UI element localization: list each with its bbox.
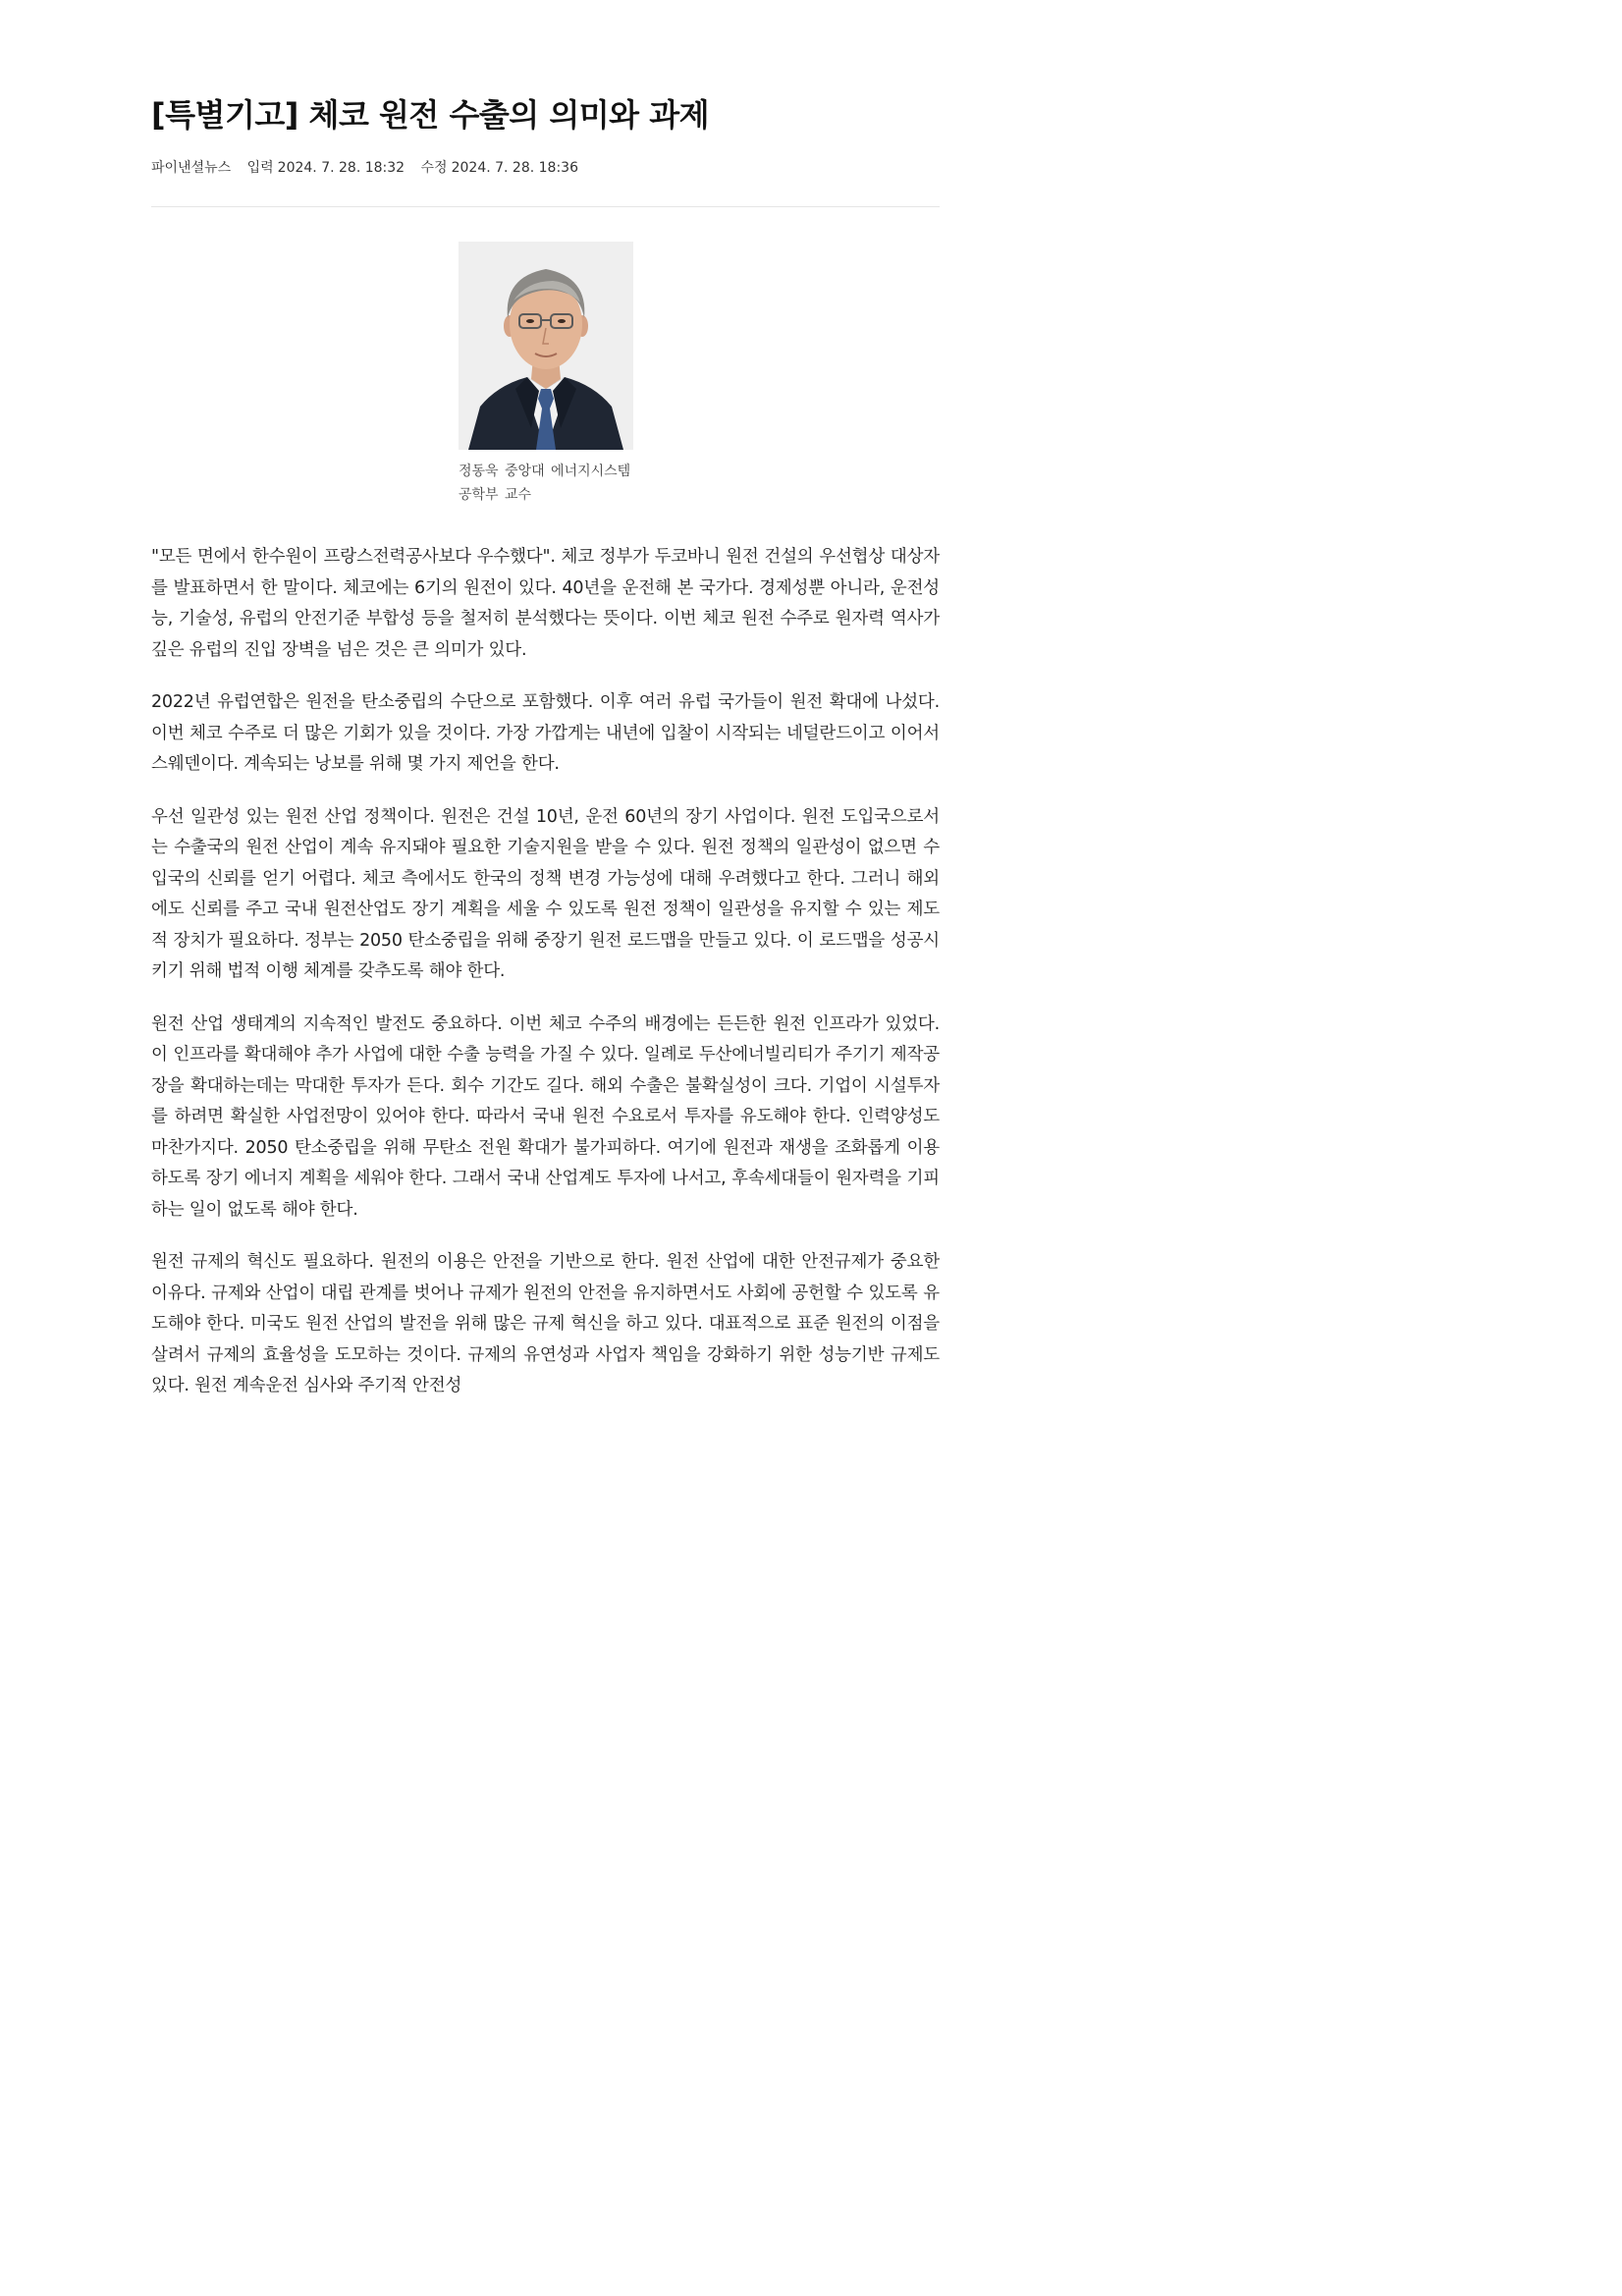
portrait-illustration — [459, 242, 633, 450]
photo-caption: 정동욱 중앙대 에너지시스템공학부 교수 — [459, 464, 631, 503]
modified-datetime: 2024. 7. 28. 18:36 — [451, 160, 578, 176]
input-label: 입력 — [246, 160, 274, 176]
modified-label: 수정 — [420, 160, 448, 176]
paragraph-3: 우선 일관성 있는 원전 산업 정책이다. 원전은 건설 10년, 운전 60년의 장기 사업이다. 원전 도입국으로서는 수출국의 원전 산업이 계속 유지돼야 필요한 기술지원을 받을 수 있다. 원전 정책의 일관성이 없으면 수입국의 신뢰를 얻기 어렵다. 체코 측에서도 한국의 정책 변경 가능성에 대해 우려했다고 한다. 그러니 해외에도 신뢰를 주고 국내 원전산업도 장기 계획을 세울 수 있도록 원전 정책이 일관성을 유지할 수 있는 제도적 장치가 필요하다. 정부는 2050 탄소중립을 위해 중장기 원전 로드맵을 만들고 있다. 이 로드맵을 성공시키기 위해 법적 이행 체계를 갖추도록 해야 한다. — [151, 806, 940, 981]
headline: [특별기고] 체코 원전 수출의 의미와 과제 — [151, 96, 710, 134]
paragraph-4: 원전 산업 생태계의 지속적인 발전도 중요하다. 이번 체코 수주의 배경에는 든든한 원전 인프라가 있었다. 이 인프라를 확대해야 추가 사업에 대한 수출 능력을 가질 수 있다. 일례로 두산에너빌리티가 주기기 제작공장을 확대하는데는 막대한 투자가 든다. 회수 기간도 길다. 해외 수출은 불확실성이 크다. 기업이 시설투자를 하려면 확실한 사업전망이 있어야 한다. 따라서 국내 원전 수요로서 투자를 유도해야 한다. 인력양성도 마찬가지다. 2050 탄소중립을 위해 무탄소 전원 확대가 불가피하다. 여기에 원전과 재생을 조화롭게 이용하도록 장기 에너지 계획을 세워야 한다. 그래서 국내 산업계도 투자에 나서고, 후속세대들이 원자력을 기피하는 일이 없도록 해야 한다. — [151, 1013, 940, 1220]
article-body — [151, 542, 940, 1424]
article-meta — [151, 157, 590, 177]
paragraph-2: 2022년 유럽연합은 원전을 탄소중립의 수단으로 포함했다. 이후 여러 유럽 국가들이 원전 확대에 나섰다. 이번 체코 수주로 더 많은 기회가 있을 것이다. 가장 가깝게는 내년에 입찰이 시작되는 네덜란드이고 이어서 스웨덴이다. 계속되는 낭보를 위해 몇 가지 제언을 한다. — [151, 692, 940, 774]
author-photo — [459, 242, 633, 450]
source-name[interactable]: 파이낸셜뉴스 — [151, 160, 232, 176]
paragraph-5: 원전 규제의 혁신도 필요하다. 원전의 이용은 안전을 기반으로 한다. 원전 산업에 대한 안전규제가 중요한 이유다. 규제와 산업이 대립 관계를 벗어나 규제가 원전의 안전을 유지하면서도 사회에 공헌할 수 있도록 유도해야 한다. 미국도 원전 산업의 발전을 위해 많은 규제 혁신을 하고 있다. 대표적으로 표준 원전의 이점을 살려서 규제의 효율성을 도모하는 것이다. 규제의 유연성과 사업자 책임을 강화하기 위한 성능기반 규제도 있다. 원전 계속운전 심사와 주기적 안전성 — [151, 1252, 940, 1395]
paragraph-1: "모든 면에서 한수원이 프랑스전력공사보다 우수했다". 체코 정부가 두코바니 원전 건설의 우선협상 대상자를 발표하면서 한 말이다. 체코에는 6기의 원전이 있다. 40년을 운전해 본 국가다. 경제성뿐 아니라, 운전성능, 기술성, 유럽의 안전기준 부합성 등을 철저히 분석했다는 뜻이다. 이번 체코 원전 수주로 원자력 역사가 깊은 유럽의 진입 장벽을 넘은 것은 큰 의미가 있다. — [151, 547, 940, 660]
author-figure — [459, 242, 633, 507]
header-divider — [151, 206, 940, 207]
input-datetime: 2024. 7. 28. 18:32 — [277, 160, 406, 176]
